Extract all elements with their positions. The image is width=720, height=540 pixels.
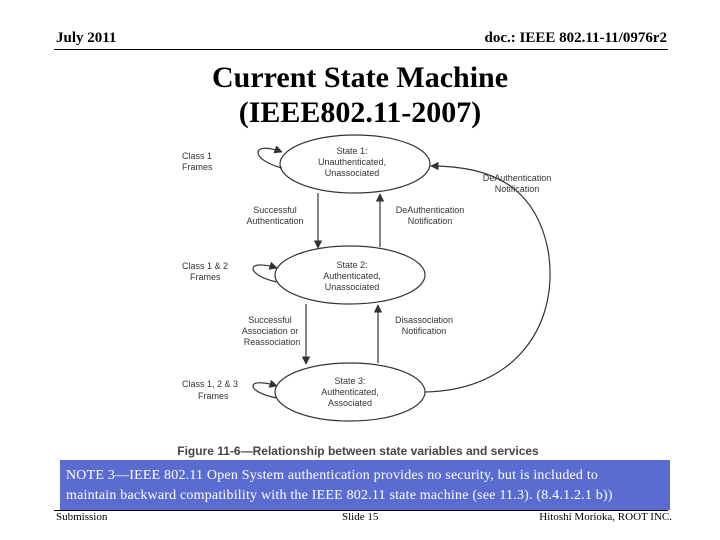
header-date: July 2011 — [56, 30, 117, 46]
self-loop-state-2 — [253, 265, 277, 282]
header-doc-id: doc.: IEEE 802.11-11/0976r2 — [484, 30, 667, 46]
self-loop-3-label-line1: Class 1, 2 & 3 — [182, 379, 239, 389]
successful-auth-label-line2: Authentication — [246, 216, 304, 226]
successful-auth-label-line1: Successful — [253, 205, 297, 215]
note-line1: NOTE 3—IEEE 802.11 Open System authentication provides no security, but is included to — [66, 468, 599, 483]
disassoc-label-line2: Notification — [401, 326, 447, 336]
state-2-label-line2: Authenticated, — [323, 271, 381, 281]
footer-slide-number: Slide 15 — [342, 511, 379, 523]
deauth-outer-label-line2: Notification — [494, 184, 540, 194]
state-1-label-line2: Unauthenticated, — [317, 157, 387, 167]
slide-title-line1: Current State Machine — [211, 61, 509, 94]
slide-title-line2: (IEEE802.11-2007) — [238, 96, 482, 129]
deauth-mid-label-line1: DeAuthentication — [395, 205, 465, 215]
self-loop-1-label-line2: Frames — [182, 162, 213, 172]
state-2-label-line3: Unassociated — [324, 282, 380, 292]
state-1-label-line3: Unassociated — [324, 168, 380, 178]
note-line2: maintain backward compatibility with the IEEE 802.11 state machine (see 11.3). (8.4.1.2.1 b)) — [66, 488, 613, 503]
arrow-deauthentication-outer — [425, 166, 550, 392]
self-loop-state-1 — [258, 148, 282, 168]
figure-caption: Figure 11-6—Relationship between state variables and services — [177, 444, 539, 458]
state-2-label-line1: State 2: — [336, 260, 368, 270]
self-loop-state-3 — [253, 383, 277, 398]
state-3-label-line3: Associated — [327, 398, 373, 408]
deauth-outer-label-line1: DeAuthentication — [482, 173, 552, 183]
state-3-label-line2: Authenticated, — [321, 387, 379, 397]
self-loop-2-label-line1: Class 1 & 2 — [182, 261, 229, 271]
state-3-label-line1: State 3: — [334, 376, 366, 386]
self-loop-3-label-line2: Frames — [198, 391, 229, 401]
self-loop-2-label-line2: Frames — [190, 272, 221, 282]
deauth-mid-label-line2: Notification — [407, 216, 453, 226]
successful-assoc-label-line3: Reassociation — [243, 337, 301, 347]
note-box — [60, 460, 670, 510]
self-loop-1-label-line1: Class 1 — [182, 151, 213, 161]
successful-assoc-label-line2: Association or — [241, 326, 299, 336]
successful-assoc-label-line1: Successful — [248, 315, 292, 325]
footer-submission: Submission — [56, 511, 108, 523]
disassoc-label-line1: Disassociation — [394, 315, 454, 325]
state-1-label-line1: State 1: — [336, 146, 368, 156]
footer-author: Hitoshi Morioka, ROOT INC. — [539, 511, 672, 523]
